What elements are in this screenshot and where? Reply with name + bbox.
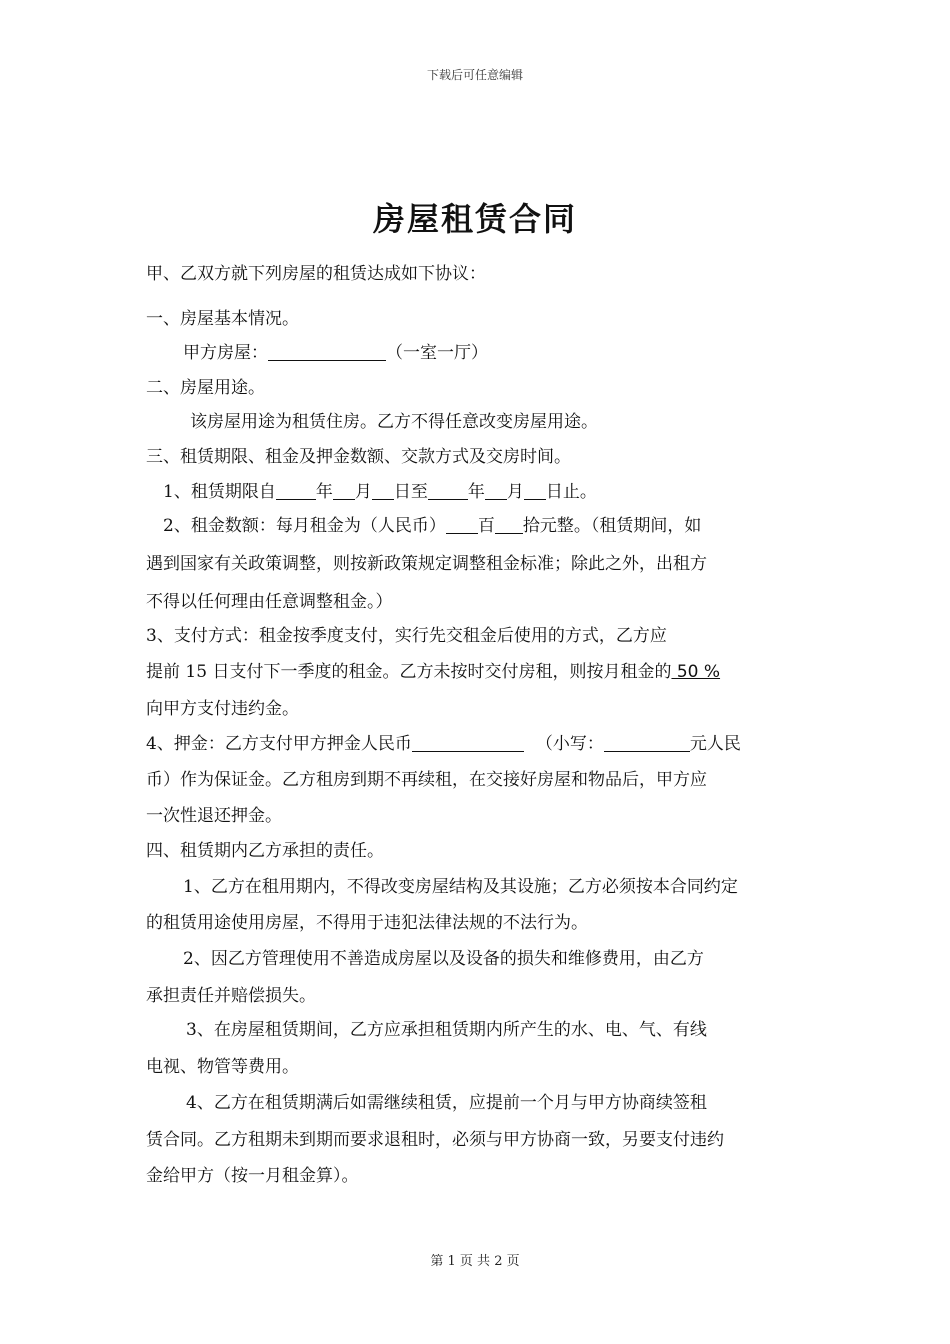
sec4-heading: 四、租赁期内乙方承担的责任。 (146, 841, 384, 861)
term-nian-2: 年 (467, 482, 485, 502)
sec4-item4-line3: 金给甲方（按一月租金算）。 (146, 1166, 359, 1186)
sec2-heading: 二、房屋用途。 (146, 378, 265, 398)
term-month-end-blank (485, 481, 507, 500)
term-prefix: 1、租赁期限自 (163, 482, 276, 502)
deposit-small-blank (604, 733, 690, 752)
rent-suffix: 拾元整。（租赁期间，如 (522, 516, 702, 536)
house-blank (268, 342, 386, 361)
deposit-line-1 (146, 732, 741, 756)
term-year-start-blank (276, 481, 316, 500)
page-number: 第 1 页 共 2 页 (430, 1254, 520, 1269)
rent-line-3: 不得以任何理由任意调整租金。） (146, 592, 393, 612)
sec4-item2-line2: 承担责任并赔偿损失。 (146, 986, 316, 1006)
house-type: （一室一厅） (386, 343, 488, 363)
term-ri-zhi-end: 日止。 (545, 482, 597, 502)
rent-line-1 (163, 514, 701, 538)
sec4-item3-line2: 电视、物管等费用。 (146, 1057, 299, 1077)
sec4-item4-line1: 4、乙方在租赁期满后如需继续租赁，应提前一个月与甲方协商续签租 (186, 1093, 707, 1113)
sec3-heading: 三、租赁期限、租金及押金数额、交款方式及交房时间。 (146, 447, 571, 467)
header-note: 下载后可任意编辑 (426, 68, 523, 82)
payment-line-2-prefix: 提前 15 日支付下一季度的租金。乙方未按时交付房租，则按月租金的 (146, 662, 672, 682)
rent-line-2: 遇到国家有关政策调整，则按新政策规定调整租金标准；除此之外，出租方 (146, 554, 707, 574)
penalty-rate: 50 % (671, 662, 721, 682)
term-line (163, 480, 597, 504)
sec4-item1-line2: 的租赁用途使用房屋，不得用于违犯法律法规的不法行为。 (146, 913, 588, 933)
term-month-start-blank (333, 481, 355, 500)
payment-line-2 (146, 660, 720, 684)
rent-hundreds-blank (446, 515, 478, 534)
deposit-line-3: 一次性退还押金。 (146, 806, 282, 826)
term-day-start-blank (372, 481, 394, 500)
payment-line-1: 3、支付方式：租金按季度支付，实行先交租金后使用的方式，乙方应 (146, 626, 667, 646)
term-nian-1: 年 (315, 482, 333, 502)
house-line (183, 341, 488, 365)
deposit-unit: 元人民 (689, 734, 741, 754)
house-label: 甲方房屋： (183, 343, 268, 363)
sec4-item1-line1: 1、乙方在租用期内，不得改变房屋结构及其设施；乙方必须按本合同约定 (183, 877, 738, 897)
rent-bai: 百 (477, 516, 495, 536)
sec4-item2-line1: 2、因乙方管理使用不善造成房屋以及设备的损失和维修费用，由乙方 (183, 949, 704, 969)
document-title: 房屋租赁合同 (372, 200, 577, 238)
term-yue-2: 月 (506, 482, 524, 502)
term-ri-zhi: 日至 (393, 482, 428, 502)
sec4-item4-line2: 赁合同。乙方租期未到期而要求退租时，必须与甲方协商一致，另要支付违约 (146, 1130, 724, 1150)
payment-line-3: 向甲方支付违约金。 (146, 699, 299, 719)
deposit-line-2: 币）作为保证金。乙方租房到期不再续租，在交接好房屋和物品后，甲方应 (146, 770, 707, 790)
term-yue-1: 月 (354, 482, 372, 502)
rent-prefix: 2、租金数额：每月租金为（人民币） (163, 516, 446, 536)
deposit-amount-blank (412, 733, 524, 752)
deposit-prefix: 4、押金：乙方支付甲方押金人民币 (146, 734, 412, 754)
rent-tens-blank (495, 515, 523, 534)
sec1-heading: 一、房屋基本情况。 (146, 309, 299, 329)
sec2-body: 该房屋用途为租赁住房。乙方不得任意改变房屋用途。 (190, 412, 598, 432)
term-day-end-blank (524, 481, 546, 500)
term-year-end-blank (428, 481, 468, 500)
intro-text: 甲、乙双方就下列房屋的租赁达成如下协议： (146, 264, 486, 284)
deposit-small-label: （小写： (535, 734, 604, 754)
sec4-item3-line1: 3、在房屋租赁期间，乙方应承担租赁期内所产生的水、电、气、有线 (186, 1020, 707, 1040)
